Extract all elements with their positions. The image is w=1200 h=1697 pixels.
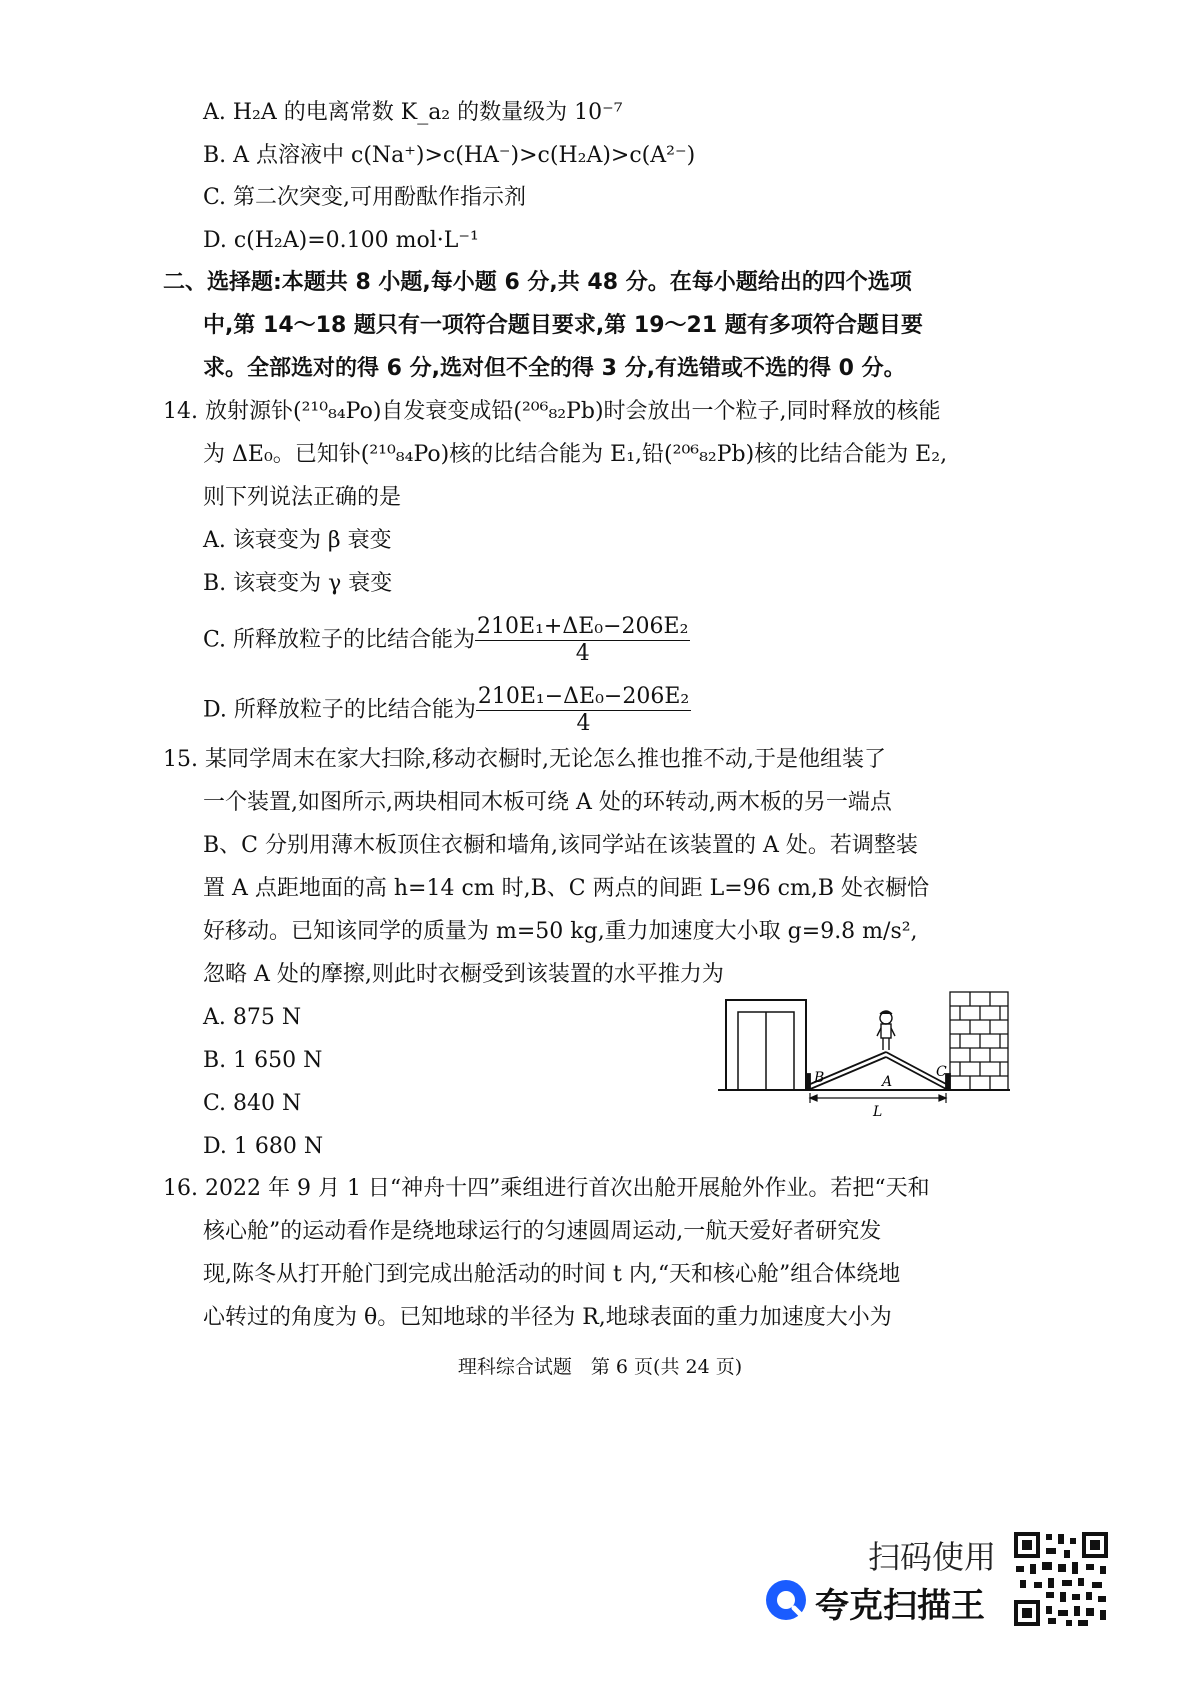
wooden-boards <box>806 1052 950 1090</box>
fraction-numerator: 210E₁+ΔE₀−206E₂ <box>477 614 689 639</box>
q14-option-b: B. 该衰变为 γ 衰变 <box>203 571 393 596</box>
q14-option-d <box>203 684 691 737</box>
q14-stem-line-1: 14. 放射源钋(²¹⁰₈₄Po)自发衰变成铅(²⁰⁶₈₂Pb)时会放出一个粒子,同时释放的核能 <box>163 399 941 424</box>
option-b-prev: B. A 点溶液中 c(Na⁺)>c(HA⁻)>c(H₂A)>c(A²⁻) <box>203 143 696 168</box>
qr-code-icon <box>1012 1530 1110 1628</box>
q14-stem-line-3: 则下列说法正确的是 <box>203 485 402 510</box>
scanner-brand: 夸克扫描王 <box>815 1586 985 1626</box>
fraction-denominator: 4 <box>575 641 590 666</box>
q14-option-a: A. 该衰变为 β 衰变 <box>203 528 392 553</box>
q14-option-c <box>203 614 690 667</box>
student-figure <box>877 1011 895 1050</box>
scan-prompt: 扫码使用 <box>868 1538 997 1576</box>
q15-option-d: D. 1 680 N <box>203 1134 324 1159</box>
q16-stem-line-2: 核心舱”的运动看作是绕地球运行的匀速圆周运动,一航天爱好者研究发 <box>203 1219 882 1244</box>
q15-stem-line-4: 置 A 点距地面的高 h=14 cm 时,B、C 两点的间距 L=96 cm,B 处衣橱恰 <box>203 876 929 901</box>
label-c: C <box>936 1064 947 1080</box>
q14-option-c-prefix: C. 所释放粒子的比结合能为 <box>203 627 476 653</box>
q15-stem-line-3: B、C 分别用薄木板顶住衣橱和墙角,该同学站在该装置的 A 处。若调整装 <box>203 833 918 858</box>
section-heading-line-2: 中,第 14～18 题只有一项符合题目要求,第 19～21 题有多项符合题目要 <box>203 313 923 338</box>
section-heading-line-1: 二、选择题:本题共 8 小题,每小题 6 分,共 48 分。在每小题给出的四个选项 <box>163 270 912 295</box>
q16-stem-line-4: 心转过的角度为 θ。已知地球的半径为 R,地球表面的重力加速度大小为 <box>203 1305 892 1330</box>
q15-stem-line-1: 15. 某同学周末在家大扫除,移动衣橱时,无论怎么推也推不动,于是他组装了 <box>163 747 886 772</box>
q14-option-c-fraction <box>475 614 690 667</box>
label-b: B <box>814 1070 825 1086</box>
q15-option-a: A. 875 N <box>203 1005 302 1030</box>
fraction-denominator: 4 <box>576 711 591 736</box>
option-c-prev: C. 第二次突变,可用酚酞作指示剂 <box>203 185 527 210</box>
q14-option-d-prefix: D. 所释放粒子的比结合能为 <box>203 697 476 723</box>
q15-stem-line-6: 忽略 A 处的摩擦,则此时衣橱受到该装置的水平推力为 <box>203 962 724 987</box>
q15-figure <box>718 990 1010 1120</box>
q15-option-c: C. 840 N <box>203 1091 302 1116</box>
quark-logo-icon <box>764 1578 808 1622</box>
q15-option-b: B. 1 650 N <box>203 1048 323 1073</box>
q15-stem-line-2: 一个装置,如图所示,两块相同木板可绕 A 处的环转动,两木板的另一端点 <box>203 790 892 815</box>
option-a-prev: A. H₂A 的电离常数 K_a₂ 的数量级为 10⁻⁷ <box>203 100 623 125</box>
q14-stem-line-2: 为 ΔE₀。已知钋(²¹⁰₈₄Po)核的比结合能为 E₁,铅(²⁰⁶₈₂Pb)核的比结合能为 E₂, <box>203 442 948 467</box>
page-footer: 理科综合试题 第 6 页(共 24 页) <box>457 1356 743 1378</box>
label-l: L <box>873 1104 883 1120</box>
q16-stem-line-1: 16. 2022 年 9 月 1 日“神舟十四”乘组进行首次出舱开展舱外作业。若把“天和 <box>163 1176 930 1201</box>
q14-option-d-fraction <box>476 684 691 737</box>
fraction-numerator: 210E₁−ΔE₀−206E₂ <box>477 684 690 709</box>
q15-stem-line-5: 好移动。已知该同学的质量为 m=50 kg,重力加速度大小取 g=9.8 m/s², <box>203 919 918 944</box>
section-heading-line-3: 求。全部选对的得 6 分,选对但不全的得 3 分,有选错或不选的得 0 分。 <box>203 356 906 381</box>
q16-stem-line-3: 现,陈冬从打开舱门到完成出舱活动的时间 t 内,“天和核心舱”组合体绕地 <box>203 1262 901 1287</box>
dimension-l <box>810 1093 946 1103</box>
label-a: A <box>882 1074 893 1090</box>
brick-wall <box>950 992 1008 1090</box>
option-d-prev: D. c(H₂A)=0.100 mol·L⁻¹ <box>203 228 479 253</box>
